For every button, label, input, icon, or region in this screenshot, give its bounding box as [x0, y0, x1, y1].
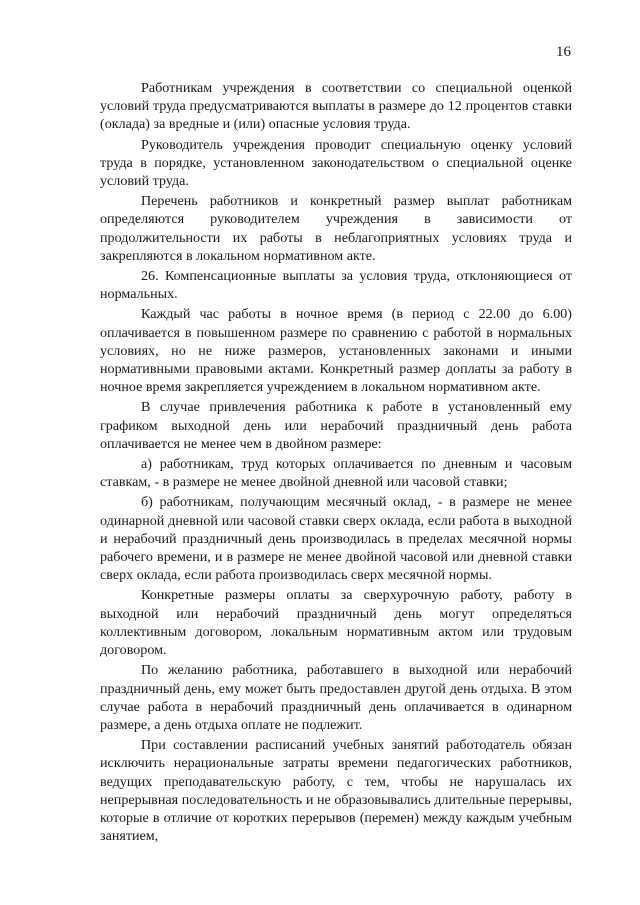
paragraph-schedule: При составлении расписаний учебных занятий работодатель обязан исключить нерациональные затраты времени педагогических работников, ведущих преподавательскую работу, с тем, чтобы не нарушалась их непрерывная последовательность и не образовывались длительные перерывы, которые в отличие от коротких перерывов (перемен) между каждым учебным занятием, — [100, 737, 572, 845]
paragraph-hazard-payments: Работникам учреждения в соответствии со специальной оценкой условий труда предусматриваются выплаты в размере до 12 процентов ставки (оклада) за вредные и (или) опасные условия труда. — [100, 80, 572, 133]
paragraph-overtime-rates: Конкретные размеры оплаты за сверхурочную работу, работу в выходной или нерабочий праздничный день могут определяться коллективным договором, локальным нормативным актом или трудовым договором. — [100, 587, 572, 659]
paragraph-night-work: Каждый час работы в ночное время (в период с 22.00 до 6.00) оплачивается в повышенном размере по сравнению с работой в нормальных условиях, но не ниже размеров, установленных законами и иными нормативными правовыми актами. Конкретный размер доплаты за работу в ночное время закрепляется учреждением в локальном нормативном акте. — [100, 306, 572, 396]
paragraph-day-off: По желанию работника, работавшего в выходной или нерабочий праздничный день, ему может быть предоставлен другой день отдыха. В этом случае работа в нерабочий праздничный день оплачивается в одинарном размере, а день отдыха оплате не подлежит. — [100, 662, 572, 733]
paragraph-weekend-work: В случае привлечения работника к работе в установленный ему графиком выходной день или нерабочий праздничный день работа оплачивается не менее чем в двойном размере: — [100, 399, 572, 452]
paragraph-section-26: 26. Компенсационные выплаты за условия труда, отклоняющиеся от нормальных. — [100, 268, 572, 303]
paragraph-payment-list: Перечень работников и конкретный размер выплат работникам определяются руководителем учреждения в зависимости от продолжительности их работы в неблагоприятных условиях труда и закрепляются в локальном нормативном акте. — [100, 193, 572, 264]
document-body — [100, 79, 572, 847]
paragraph-item-b: б) работникам, получающим месячный оклад, - в размере не менее одинарной дневной или часовой ставки сверх оклада, если работа в выходной и нерабочий праздничный день производилась в пределах месячной нормы рабочего времени, и в размере не менее двойной часовой или дневной ставки сверх оклада, если работа производилась сверх месячной нормы. — [100, 494, 572, 584]
paragraph-special-assessment: Руководитель учреждения проводит специальную оценку условий труда в порядке, установленном законодательством о специальной оценке условий труда. — [100, 136, 572, 190]
page-number: 16 — [556, 44, 571, 60]
paragraph-item-a: а) работникам, труд которых оплачивается по дневным и часовым ставкам, - в размере не менее двойной дневной или часовой ставки; — [100, 456, 572, 491]
